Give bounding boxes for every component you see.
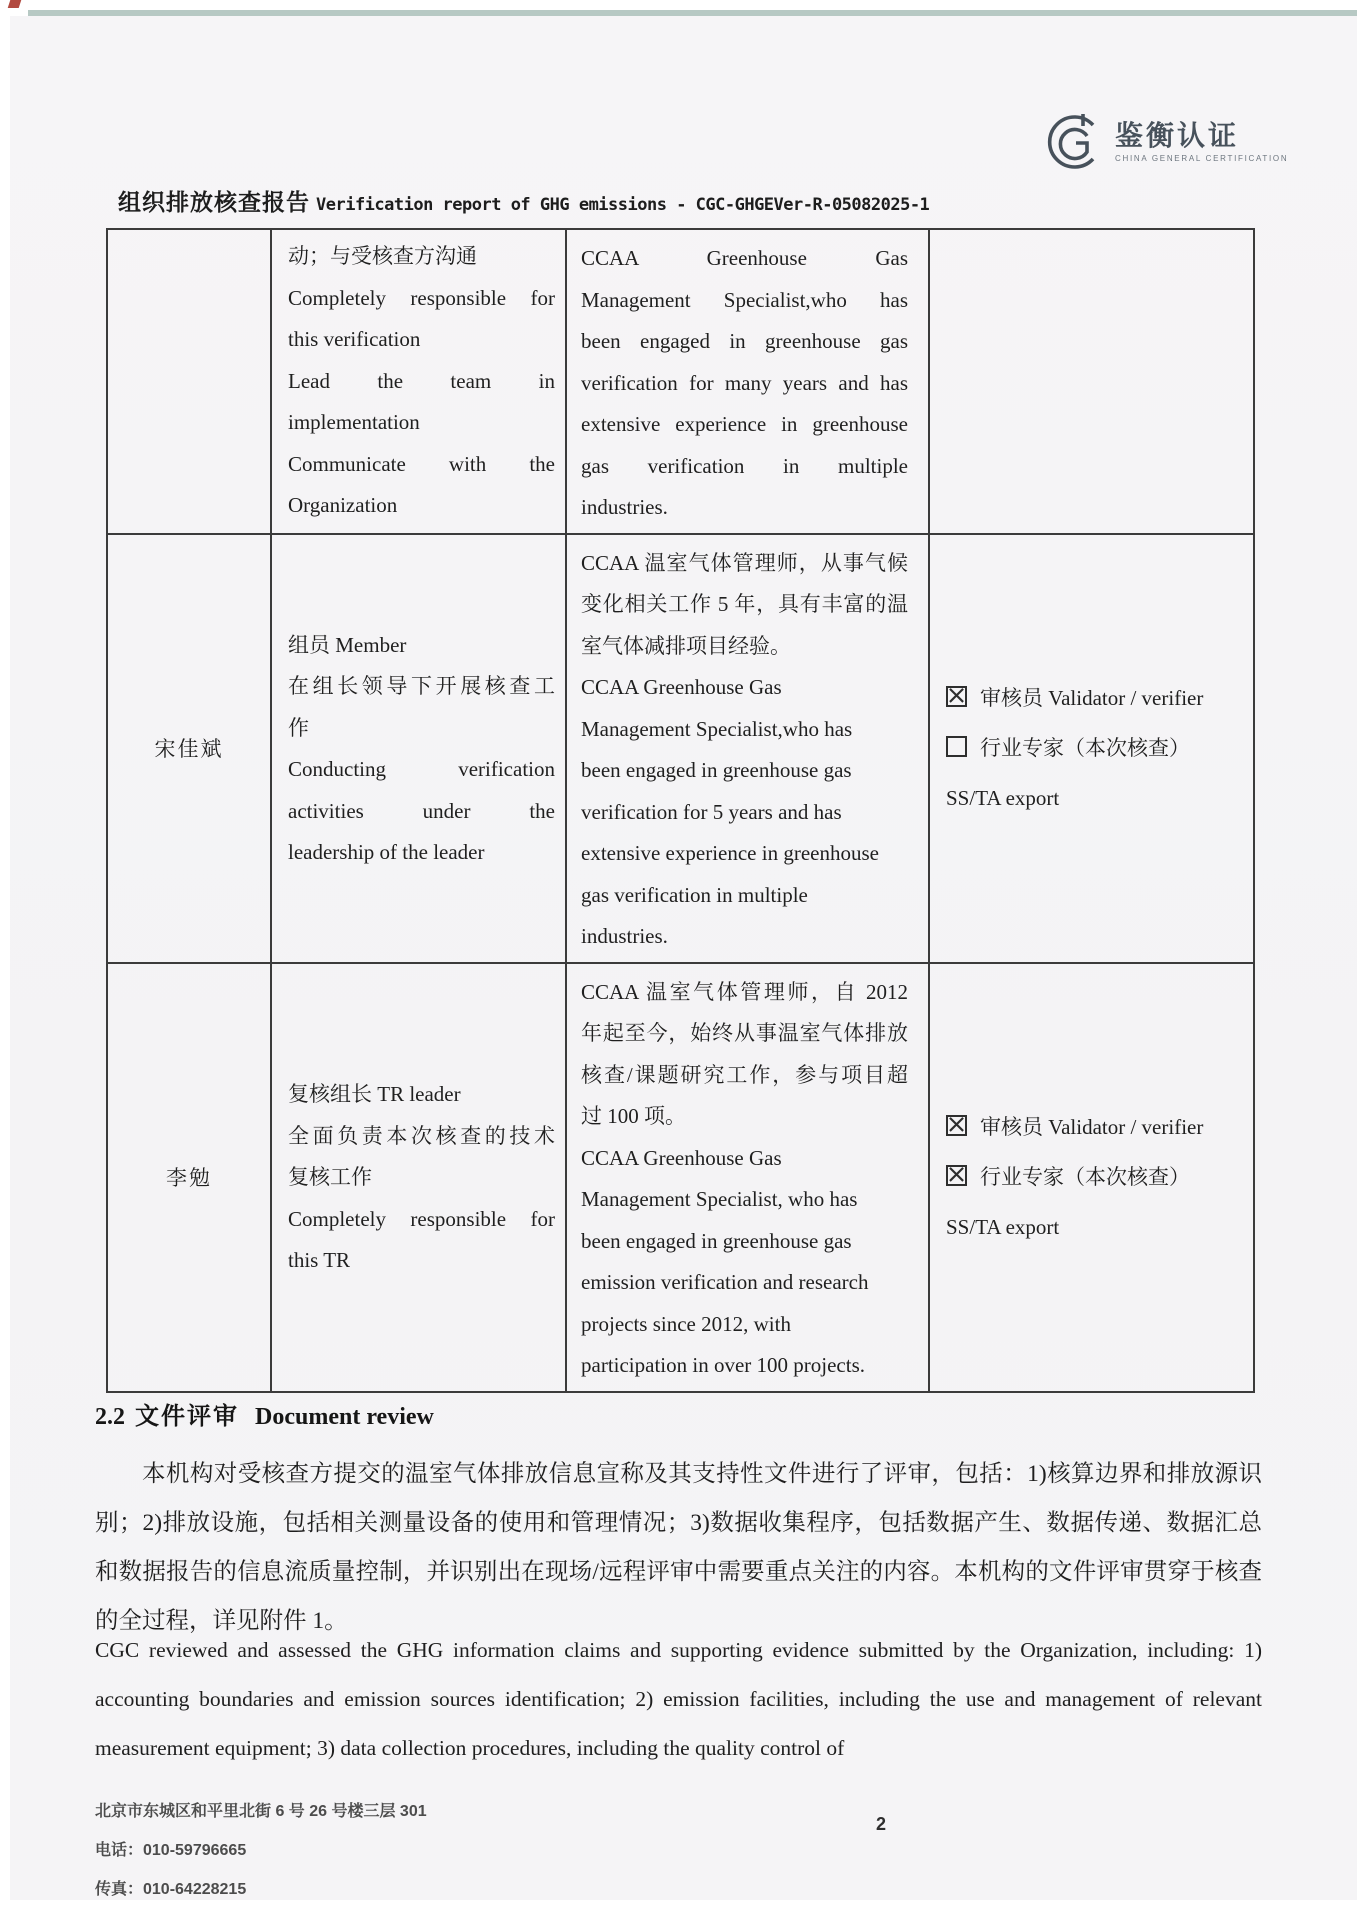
text-line: 全面负责本次核查的技术 bbox=[288, 1123, 555, 1148]
member-qualification-cell bbox=[566, 963, 929, 1392]
text-line: Organization bbox=[288, 493, 398, 517]
logo-name-cn: 鉴衡认证 bbox=[1115, 120, 1240, 151]
section-heading-en: Document review bbox=[255, 1404, 434, 1430]
text-line: activities under the bbox=[288, 798, 555, 823]
text-line: SS/TA export bbox=[946, 786, 1060, 810]
member-name-cell: 李勉 bbox=[107, 963, 271, 1392]
text-line: this TR bbox=[288, 1248, 351, 1273]
text-line: participation in over 100 projects. bbox=[581, 1353, 866, 1377]
text-line: extensive experience in greenhouse bbox=[581, 841, 879, 865]
member-qualification-lines bbox=[567, 230, 928, 533]
text-line: 动；与受核查方沟通 bbox=[288, 244, 477, 268]
text-line: 年起至今，始终从事温室气体排放 bbox=[581, 1021, 908, 1045]
text-line: Management Specialist,who has bbox=[581, 287, 908, 312]
text-line: gas verification in multiple bbox=[581, 882, 808, 907]
footer-address: 北京市东城区和平里北街 6 号 26 号楼三层 301 bbox=[95, 1803, 427, 1820]
text-line: 变化相关工作 5 年，具有丰富的温 bbox=[581, 592, 908, 616]
text-line: Management Specialist,who has bbox=[581, 716, 853, 741]
text-line: been engaged in greenhouse gas bbox=[581, 329, 908, 353]
text-line: this verification bbox=[288, 327, 421, 351]
text-line: 复核组长 TR leader bbox=[288, 1082, 461, 1107]
text-line: 在组长领导下开展核查工 bbox=[288, 674, 555, 698]
text-line: been engaged in greenhouse gas bbox=[581, 1228, 852, 1253]
text-line: 复核工作 bbox=[288, 1165, 372, 1190]
title-en: Verification report of GHG emissions - CGC-GHGEVer-R-05082025-1 bbox=[316, 195, 930, 215]
text-line: 作 bbox=[288, 715, 309, 740]
paragraph-en: CGC reviewed and assessed the GHG information claims and supporting evidence submitted by the Organization, including: 1) accounting boundaries and emission sources identification; 2) emission facilities, including the use and management of relevant measurement equipment; 3) data collection procedures, including the quality control of bbox=[95, 1638, 1262, 1760]
text-line: implementation bbox=[288, 410, 420, 434]
text-line: industries. bbox=[581, 924, 668, 948]
member-type-cell bbox=[929, 229, 1254, 534]
member-type-cell bbox=[929, 534, 1254, 963]
page-number: 2 bbox=[876, 1814, 887, 1834]
verification-team-table bbox=[106, 228, 1255, 1393]
text-line: 行业专家（本次核查） bbox=[946, 723, 1245, 773]
section-heading-cn: 文件评审 bbox=[135, 1403, 239, 1430]
section-heading bbox=[95, 1396, 434, 1431]
text-line: verification for 5 years and has bbox=[581, 799, 842, 824]
text-line: CCAA 温室气体管理师，自 2012 bbox=[581, 979, 908, 1004]
text-line: gas verification in multiple bbox=[581, 453, 908, 478]
footer bbox=[95, 1792, 427, 1909]
member-role-cell bbox=[271, 534, 566, 963]
text-line: Communicate with the bbox=[288, 451, 555, 476]
table-row bbox=[107, 534, 1254, 963]
member-role-cell bbox=[271, 963, 566, 1392]
gc-monogram-icon bbox=[1042, 110, 1106, 174]
member-role-lines bbox=[272, 230, 565, 531]
text-line: ×行业专家（本次核查） bbox=[946, 1152, 1245, 1202]
member-qualification-lines bbox=[567, 535, 928, 962]
table-row bbox=[107, 229, 1254, 534]
member-role-lines bbox=[272, 1068, 565, 1286]
text-line: ×审核员 Validator / verifier bbox=[946, 673, 1245, 723]
text-line: 室气体减排项目经验。 bbox=[581, 633, 791, 658]
certification-logo bbox=[1042, 110, 1288, 174]
member-type-lines bbox=[930, 1102, 1253, 1252]
text-line: Management Specialist, who has bbox=[581, 1187, 858, 1211]
title-cn: 组织排放核查报告 bbox=[118, 189, 310, 215]
logo-name-en: CHINA GENERAL CERTIFICATION bbox=[1115, 154, 1289, 163]
text-line: verification for many years and has bbox=[581, 370, 908, 395]
table-row bbox=[107, 963, 1254, 1392]
footer-fax: 传真：010-64228215 bbox=[95, 1881, 247, 1898]
member-qualification-cell bbox=[566, 534, 929, 963]
document-header-title bbox=[118, 184, 929, 217]
text-line: leadership of the leader bbox=[288, 840, 485, 864]
checked-checkbox-icon bbox=[946, 1165, 967, 1186]
checked-checkbox-icon bbox=[946, 686, 967, 707]
member-role-cell bbox=[271, 229, 566, 534]
text-line: Completely responsible for bbox=[288, 285, 555, 310]
text-line: projects since 2012, with bbox=[581, 1311, 791, 1336]
section-heading-number: 2.2 bbox=[95, 1404, 125, 1430]
text-line: Conducting verification bbox=[288, 757, 555, 781]
text-line: extensive experience in greenhouse bbox=[581, 412, 908, 436]
member-role-lines bbox=[272, 619, 565, 878]
text-line: Lead the team in bbox=[288, 368, 555, 393]
paragraph-cn: 本机构对受核查方提交的温室气体排放信息宣称及其支持性文件进行了评审，包括：1)核算边界和排放源识别；2)排放设施，包括相关测量设备的使用和管理情况；3)数据收集程序，包括数据产生、数据传递、数据汇总和数据报告的信息流质量控制，并识别出在现场/远程评审中需要重点关注的内容。本机构的文件评审贯穿于核查的全过程，详见附件 1。 bbox=[95, 1461, 1262, 1634]
text-line: CCAA Greenhouse Gas bbox=[581, 246, 908, 270]
text-line: industries. bbox=[581, 495, 668, 519]
unchecked-checkbox-icon bbox=[946, 736, 967, 757]
text-line: CCAA 温室气体管理师，从事气候 bbox=[581, 550, 908, 575]
text-line: CCAA Greenhouse Gas bbox=[581, 675, 782, 699]
text-line: Completely responsible for bbox=[288, 1206, 555, 1231]
text-line: 组员 Member bbox=[288, 632, 407, 657]
footer-phone: 电话：010-59796665 bbox=[95, 1842, 247, 1859]
member-qualification-cell bbox=[566, 229, 929, 534]
member-name-cell bbox=[107, 229, 271, 534]
text-line: ×审核员 Validator / verifier bbox=[946, 1102, 1245, 1152]
member-type-lines bbox=[930, 673, 1253, 823]
text-line: been engaged in greenhouse gas bbox=[581, 758, 852, 782]
text-line: emission verification and research bbox=[581, 1270, 869, 1294]
checked-checkbox-icon bbox=[946, 1115, 967, 1136]
member-type-cell bbox=[929, 963, 1254, 1392]
scan-edge-strip bbox=[28, 10, 1357, 16]
scan-corner-mark bbox=[8, 0, 22, 8]
logo-text bbox=[1115, 121, 1288, 163]
text-line: 过 100 项。 bbox=[581, 1104, 686, 1128]
text-line: 核查/课题研究工作，参与项目超 bbox=[581, 1062, 908, 1087]
member-name-cell: 宋佳斌 bbox=[107, 534, 271, 963]
member-qualification-lines bbox=[567, 964, 928, 1391]
text-line: CCAA Greenhouse Gas bbox=[581, 1145, 782, 1170]
text-line: SS/TA export bbox=[946, 1215, 1060, 1239]
